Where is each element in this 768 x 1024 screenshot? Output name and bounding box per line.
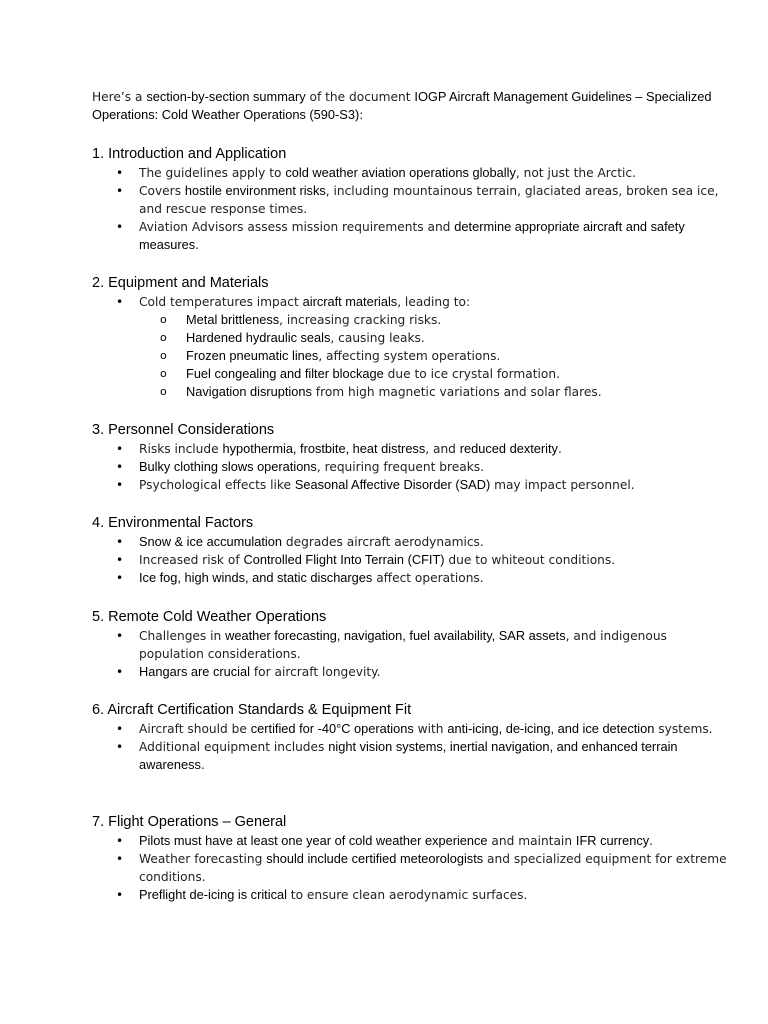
section-equipment — [92, 273, 732, 401]
section-heading: 3. Personnel Considerations — [92, 422, 275, 438]
section-heading: 7. Flight Operations – General — [92, 814, 287, 830]
section-heading: 6. Aircraft Certification Standards & Equipment Fit — [92, 702, 412, 718]
intro-text: : — [359, 108, 364, 122]
list-item: • Aircraft should be certified for -40°C operations with anti-icing, de-icing, and ice detection systems. — [92, 720, 732, 738]
bullet-list — [92, 720, 732, 774]
bullet-list — [92, 832, 732, 904]
bullet-list — [92, 440, 732, 494]
list-item: • Risks include hypothermia, frostbite, heat distress, and reduced dexterity. — [92, 440, 732, 458]
bullet-list — [92, 627, 732, 681]
section-heading: 2. Equipment and Materials — [92, 275, 269, 291]
intro-emphasis: section-by-section summary — [146, 89, 306, 104]
intro-text: of the document — [305, 90, 415, 104]
intro-text: Here’s a — [92, 90, 147, 104]
list-item: • Covers hostile environment risks, including mountainous terrain, glaciated areas, broken sea ice, and rescue response times. — [92, 182, 732, 218]
list-item: • Cold temperatures impact aircraft materials, leading to: o Metal brittleness, increasing cracking risks. o Hardened hydraulic seals, causing leaks. o Frozen pneumatic lines, affecting system operations. o Fuel congealing and filter blockage due to ice crystal formation. o Navigation disruptions from high magnetic variations and solar flares. — [92, 293, 732, 401]
section-introduction — [92, 144, 732, 254]
section-environmental — [92, 513, 732, 587]
sub-list-item: o Metal brittleness, increasing cracking risks. — [92, 311, 732, 329]
list-item: • Pilots must have at least one year of cold weather experience and maintain IFR currency. — [92, 832, 732, 850]
section-heading: 5. Remote Cold Weather Operations — [92, 609, 327, 625]
list-item: • Additional equipment includes night vision systems, inertial navigation, and enhanced terrain awareness. — [92, 738, 732, 774]
bullet-list — [92, 533, 732, 587]
list-item: • The guidelines apply to cold weather aviation operations globally, not just the Arctic. — [92, 164, 732, 182]
list-item: • Weather forecasting should include certified meteorologists and specialized equipment for extreme conditions. — [92, 850, 732, 886]
section-remote-operations — [92, 607, 732, 681]
list-item: • Aviation Advisors assess mission requirements and determine appropriate aircraft and safety measures. — [92, 218, 732, 254]
section-flight-operations — [92, 812, 732, 904]
bullet-list — [92, 164, 732, 254]
bullet-list — [92, 293, 732, 401]
list-item: • Increased risk of Controlled Flight Into Terrain (CFIT) due to whiteout conditions. — [92, 551, 732, 569]
section-heading: 1. Introduction and Application — [92, 146, 287, 162]
list-item: • Bulky clothing slows operations, requiring frequent breaks. — [92, 458, 732, 476]
list-item: • Psychological effects like Seasonal Affective Disorder (SAD) may impact personnel. — [92, 476, 732, 494]
intro-paragraph — [92, 88, 712, 124]
sub-list-item: o Hardened hydraulic seals, causing leaks. — [92, 329, 732, 347]
list-item: • Preflight de-icing is critical to ensure clean aerodynamic surfaces. — [92, 886, 732, 904]
list-item: • Snow & ice accumulation degrades aircraft aerodynamics. — [92, 533, 732, 551]
list-item: • Ice fog, high winds, and static discharges affect operations. — [92, 569, 732, 587]
section-personnel — [92, 420, 732, 494]
sub-list — [92, 311, 732, 401]
document-title: IOGP Aircraft Management Guidelines – Specialized Operations: Cold Weather Operations (590-S3) — [92, 89, 712, 122]
sub-list-item: o Fuel congealing and filter blockage due to ice crystal formation. — [92, 365, 732, 383]
list-item: • Hangars are crucial for aircraft longevity. — [92, 663, 732, 681]
sub-list-item: o Navigation disruptions from high magnetic variations and solar flares. — [92, 383, 732, 401]
section-certification — [92, 700, 732, 774]
sub-list-item: o Frozen pneumatic lines, affecting system operations. — [92, 347, 732, 365]
list-item: • Challenges in weather forecasting, navigation, fuel availability, SAR assets, and indigenous population considerations. — [92, 627, 732, 663]
section-heading: 4. Environmental Factors — [92, 515, 254, 531]
